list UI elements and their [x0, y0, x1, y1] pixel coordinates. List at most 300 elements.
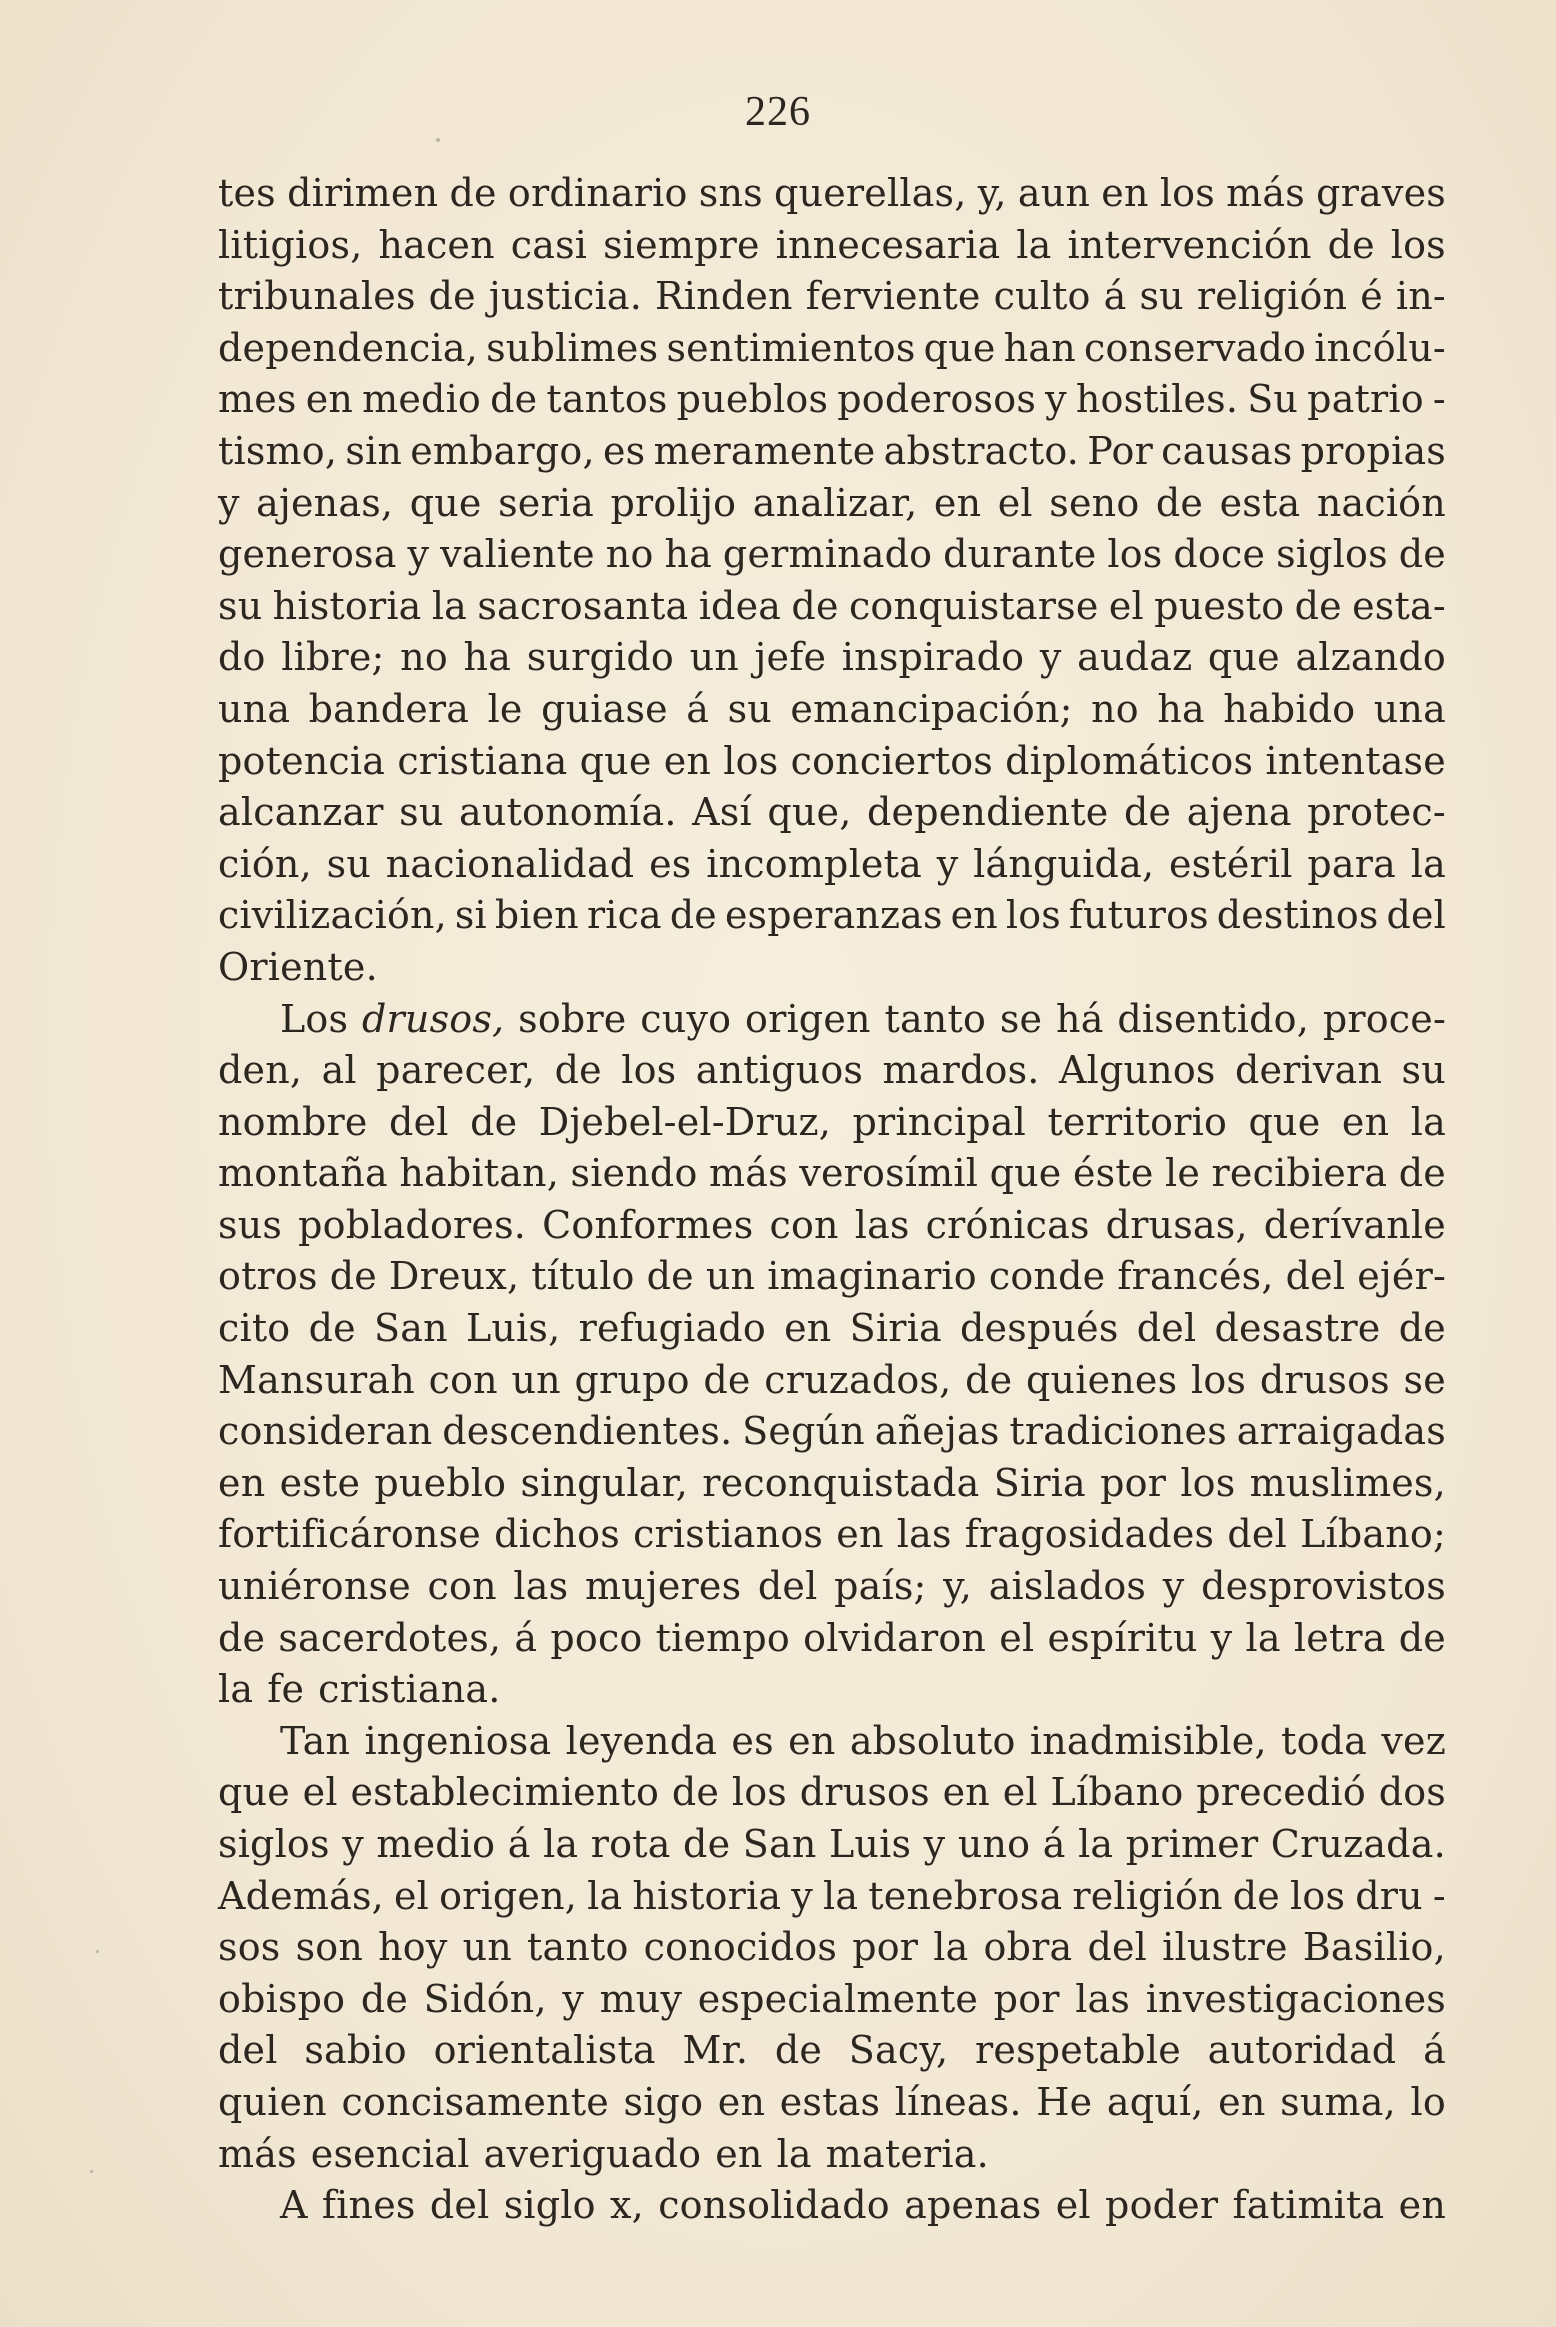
word: á [1103, 274, 1127, 319]
word: mardos. [882, 1048, 1040, 1093]
word: la [1410, 1099, 1446, 1144]
word: meramente [653, 428, 876, 473]
word: que [989, 1151, 1062, 1196]
word: con [769, 1202, 839, 1247]
word: en [1398, 2183, 1446, 2228]
word: idea [698, 583, 782, 628]
word: desprovistos [1201, 1564, 1446, 1609]
word: la [1016, 222, 1052, 267]
word: historia [632, 1873, 782, 1918]
word: á [514, 1615, 538, 1660]
word: con [428, 1357, 498, 1402]
ink-speck [96, 1950, 99, 1953]
word: germinado [722, 532, 933, 577]
word: no [1091, 686, 1139, 731]
word: olvidaron [803, 1615, 987, 1660]
word: si [454, 893, 487, 938]
word: dos [1378, 1770, 1446, 1815]
word: materia. [825, 2131, 989, 2176]
word: prolijo [610, 480, 737, 525]
word: con [427, 1564, 497, 1609]
word: en [933, 480, 982, 525]
text-line [218, 529, 1446, 581]
word: nacionalidad [385, 841, 635, 886]
word: muslimes, [1249, 1460, 1446, 1505]
word: A [280, 2183, 308, 2228]
word: averiguado [483, 2131, 702, 2176]
text-line [218, 478, 1446, 530]
text-line [218, 736, 1446, 788]
word: patrio [1307, 377, 1424, 422]
word: el [1108, 583, 1144, 628]
word: hoy [378, 1925, 448, 1970]
word: la [218, 1667, 254, 1712]
word: lo [1410, 2079, 1446, 2124]
word: es [649, 841, 692, 886]
word: y [923, 1822, 946, 1866]
word: del [1386, 893, 1446, 938]
word: la [1410, 841, 1446, 886]
word: tribunales [218, 274, 416, 319]
text-line [218, 1561, 1446, 1613]
text-line [218, 1045, 1446, 1097]
text-line [218, 839, 1446, 891]
text-line [218, 1974, 1446, 2026]
word: la [543, 1822, 579, 1866]
text-line [218, 684, 1446, 736]
word: el [1002, 1770, 1038, 1815]
word: Líbano [1050, 1770, 1184, 1815]
word: letra [1293, 1615, 1386, 1660]
text-line [218, 1664, 1446, 1716]
word: Siria [993, 1460, 1086, 1505]
word: verosímil [799, 1151, 979, 1196]
word: de [1398, 1306, 1446, 1351]
word: en [218, 1460, 266, 1505]
text-line [218, 1355, 1446, 1407]
word: su [218, 583, 263, 628]
word: primer [1125, 1822, 1259, 1866]
word: autonomía. [459, 790, 677, 835]
word: las [854, 1202, 910, 1247]
ink-speck [90, 2170, 93, 2173]
word: derívanle [1263, 1202, 1446, 1247]
word: emancipación; [790, 686, 1073, 731]
word: en [1218, 2079, 1266, 2124]
word: de [428, 274, 476, 319]
text-line [218, 942, 1446, 994]
word: una [218, 686, 291, 731]
word: ción, [218, 841, 312, 886]
word: leyenda [565, 1718, 718, 1763]
word: litigios, [218, 222, 363, 267]
word: cristiana [397, 738, 568, 783]
word: la [822, 1873, 859, 1918]
word: Basilio, [1302, 1925, 1446, 1970]
word: la [1245, 1615, 1281, 1660]
word: propias [1300, 428, 1446, 473]
word: su [727, 686, 772, 731]
word: drusos [1259, 1357, 1390, 1402]
word: el [999, 1615, 1035, 1660]
word: un [462, 1925, 512, 1970]
word: den, [218, 1048, 303, 1093]
text-line [218, 1458, 1446, 1510]
text-line [218, 994, 1446, 1046]
word: graves [1316, 171, 1446, 215]
word: los [731, 1770, 787, 1815]
word: hacen [378, 222, 495, 267]
word: tanto [527, 1925, 629, 1970]
word: establecimiento [350, 1770, 660, 1815]
word: concisamente [341, 2079, 609, 2124]
word: conciertos [790, 738, 993, 783]
word: parecer, [376, 1048, 536, 1093]
word: del [1136, 1306, 1197, 1351]
word: los [1107, 532, 1163, 577]
word: drusos [799, 1770, 930, 1815]
word: los [1390, 222, 1446, 267]
word: y [1045, 377, 1067, 422]
word: tantos [546, 377, 668, 422]
word: del [429, 2183, 490, 2228]
text-line [218, 1767, 1446, 1819]
word: esperanzas [724, 893, 943, 938]
page-number: 226 [745, 89, 811, 135]
word: incólu- [1314, 325, 1446, 370]
word: de [449, 171, 497, 215]
word: orientalista [433, 2028, 656, 2073]
word: del [757, 1564, 818, 1609]
word: aquí, [1106, 2079, 1204, 2124]
word: crónicas [925, 1202, 1090, 1247]
word: poco [550, 1615, 643, 1660]
word: del [1227, 1512, 1287, 1557]
word: á [686, 686, 710, 731]
word: que [409, 480, 482, 525]
word: la [1078, 1822, 1114, 1866]
word: territorio [1047, 1099, 1228, 1144]
word: tradiciones [1009, 1409, 1227, 1454]
word: un [705, 1254, 756, 1299]
word: los [1290, 1873, 1346, 1918]
word: muy [599, 1976, 683, 2021]
word: de [1155, 480, 1204, 525]
word: historia [272, 583, 422, 628]
text-line [218, 168, 1446, 220]
word: medio [376, 1822, 496, 1866]
word: aislados [988, 1564, 1147, 1609]
word: cruzados, [764, 1357, 952, 1402]
word: conservado [1084, 325, 1307, 370]
word: Luis [829, 1822, 912, 1866]
word: su [1139, 274, 1184, 319]
word: de [1123, 790, 1172, 835]
word: generosa [218, 532, 397, 577]
word: más [1226, 171, 1305, 215]
word: el [997, 480, 1033, 525]
word: especialmente [697, 1976, 979, 2021]
word: pueblos [676, 377, 829, 422]
word: la [587, 1873, 623, 1918]
word: intervención [1067, 222, 1312, 267]
word: ha [1157, 686, 1205, 731]
word: que [1248, 1099, 1321, 1144]
word: Según [742, 1409, 865, 1454]
word: Djebel-el-Druz, [538, 1099, 832, 1144]
word: sobre [518, 996, 627, 1041]
word: por [993, 1976, 1060, 2021]
word: valiente [440, 532, 595, 577]
word: drusas, [1105, 1202, 1248, 1247]
word: que [923, 325, 996, 370]
word: rota [590, 1822, 671, 1866]
word: poderosos [837, 377, 1037, 422]
word: mes [218, 377, 297, 422]
word: de [490, 377, 538, 422]
word: Líbano; [1300, 1512, 1446, 1557]
word: suma, [1280, 2079, 1396, 2124]
word: de [360, 1976, 409, 2021]
word: dirimen [287, 171, 439, 215]
word: de [1327, 222, 1375, 267]
word: fragosidades [964, 1512, 1215, 1557]
word: arraigadas [1236, 1409, 1446, 1454]
word: en [950, 893, 998, 938]
word: se [999, 996, 1043, 1041]
word: un [511, 1357, 561, 1402]
text-line [218, 1613, 1446, 1665]
text-line [218, 1509, 1446, 1561]
word: habitan, [399, 1151, 560, 1196]
word: las [1075, 1976, 1131, 2021]
word: origen, [439, 1873, 578, 1918]
word: singular, [520, 1460, 689, 1505]
text-line [218, 2025, 1446, 2077]
word: este [279, 1460, 361, 1505]
word: ejér- [1357, 1254, 1446, 1299]
word: dichos [494, 1512, 620, 1557]
word: refugiado [578, 1306, 766, 1351]
word: origen [745, 996, 871, 1041]
word: tenebrosa [868, 1873, 1063, 1918]
word: sublimes [486, 325, 659, 370]
word: á [1042, 1822, 1066, 1866]
word: le [487, 686, 523, 731]
word: de [1398, 532, 1446, 577]
word: y, [977, 171, 1007, 215]
word: ajena [1186, 790, 1292, 835]
word: del [1285, 1254, 1346, 1299]
word: bien [494, 893, 579, 938]
word: Además, [218, 1873, 384, 1918]
word: la [933, 1925, 969, 1970]
word: drusos, [362, 996, 505, 1041]
word: Conformes [542, 1202, 754, 1247]
word: autoridad [1207, 2028, 1397, 2073]
word: en [1101, 171, 1149, 215]
word: sentimientos [666, 325, 916, 370]
word: es [731, 1718, 774, 1763]
word: fatimita [1232, 2183, 1385, 2228]
word: Siria [849, 1306, 942, 1351]
word: los [621, 1048, 677, 1093]
body-text [218, 168, 1446, 2232]
text-line [218, 632, 1446, 684]
word: in- [1395, 274, 1446, 319]
word: y [1210, 1615, 1233, 1660]
word: Sidón, [423, 1976, 547, 2021]
word: desastre [1214, 1306, 1381, 1351]
text-line [218, 2077, 1446, 2129]
word: añejas [874, 1409, 1000, 1454]
word: y, [943, 1564, 973, 1609]
word: quien [218, 2079, 327, 2124]
word: su [326, 841, 371, 886]
word: de [1232, 1873, 1280, 1918]
word: líneas. [894, 2079, 1022, 2124]
word: en [788, 1718, 836, 1763]
word: y [791, 1873, 813, 1918]
text-line [218, 1871, 1446, 1923]
word: medio [362, 377, 482, 422]
text-line [218, 2129, 1446, 2181]
word: las [896, 1512, 952, 1557]
word: grupo [574, 1357, 690, 1402]
word: en [717, 2079, 766, 2124]
word: querellas, [774, 171, 967, 215]
word: bandera [308, 686, 470, 731]
word: han [1003, 325, 1076, 370]
word: mujeres [584, 1564, 742, 1609]
word: éste [1072, 1151, 1154, 1196]
word: estas [779, 2079, 881, 2124]
word: y [342, 1822, 364, 1866]
word: fines [321, 2183, 416, 2228]
word: abstracto. [883, 428, 1080, 473]
word: culto [993, 274, 1091, 319]
word: nación [1316, 480, 1446, 525]
word: imaginario [767, 1254, 977, 1299]
word: del [1087, 1925, 1148, 1970]
word: de [470, 1099, 518, 1144]
word: no [605, 532, 654, 577]
word: el [1055, 2183, 1091, 2228]
word: y [1162, 1564, 1185, 1609]
word: el [393, 1873, 430, 1918]
word: que [579, 738, 652, 783]
word: un [689, 635, 739, 680]
word: tes [218, 171, 276, 215]
word: cuyo [640, 996, 732, 1041]
word: proce- [1322, 996, 1446, 1041]
word: fortificáronse [218, 1512, 481, 1557]
word: los [1159, 171, 1215, 215]
word: los [1005, 893, 1061, 938]
word: descendientes. [442, 1409, 733, 1454]
word: sacrosanta [477, 583, 689, 628]
word: justicia. [488, 274, 643, 319]
word: audaz [1077, 635, 1193, 680]
word: vez [1381, 1718, 1446, 1763]
word: y [407, 532, 430, 577]
word: surgido [526, 635, 674, 680]
word: cito [218, 1306, 291, 1351]
word: Oriente. [218, 944, 378, 989]
word: recibiera [1211, 1151, 1388, 1196]
word: más [709, 1151, 788, 1196]
word: y [936, 841, 959, 886]
word: religión [1196, 274, 1348, 319]
word: Luis, [465, 1306, 561, 1351]
word: quienes [1026, 1357, 1178, 1402]
word: casi [510, 222, 588, 267]
word: de [1294, 583, 1342, 628]
word: de [1398, 1151, 1446, 1196]
word: rica [586, 893, 662, 938]
word: conocidos [643, 1925, 838, 1970]
word: lánguida, [973, 841, 1155, 886]
word: nombre [218, 1099, 368, 1144]
word: por [852, 1925, 919, 1970]
word: uno [957, 1822, 1031, 1866]
text-line [218, 581, 1446, 633]
word: poder [1105, 2183, 1219, 2228]
word: y [218, 480, 240, 525]
word: - [1432, 1873, 1446, 1918]
word: siempre [603, 222, 760, 267]
word: cristianos [633, 1512, 824, 1557]
word: por [1100, 1460, 1167, 1505]
word: siglo [503, 2183, 596, 2228]
word: montaña [218, 1151, 388, 1196]
word: consolidado [658, 2183, 890, 2228]
word: de [791, 583, 839, 628]
word: alzando [1295, 635, 1446, 680]
word: tanto [884, 996, 987, 1041]
word: reconquistada [702, 1460, 980, 1505]
word: há [1056, 996, 1104, 1041]
word: sus [218, 1202, 283, 1247]
word: disentido, [1117, 996, 1310, 1041]
word: esencial [310, 2131, 470, 2176]
word: absoluto [849, 1718, 1016, 1763]
word: de [218, 1615, 266, 1660]
word: seria [498, 480, 595, 525]
word: principal [852, 1099, 1026, 1144]
word: diplomáticos [1005, 738, 1254, 783]
text-line [218, 1303, 1446, 1355]
word: x, [610, 2183, 644, 2228]
word: ha [664, 532, 712, 577]
word: civilización, [218, 893, 447, 938]
word: inspirado [841, 635, 1025, 680]
word: no [400, 635, 448, 680]
text-line [218, 1097, 1446, 1149]
text-line [218, 2180, 1446, 2232]
word: sacerdotes, [278, 1615, 502, 1660]
word: los [1191, 1357, 1247, 1402]
text-line [218, 374, 1446, 426]
word: analizar, [752, 480, 918, 525]
word: más [218, 2131, 297, 2176]
word: del [389, 1099, 449, 1144]
word: tismo, [218, 428, 338, 473]
word: tiempo [655, 1615, 791, 1660]
word: en [305, 377, 354, 422]
text-line [218, 1406, 1446, 1458]
word: Así [692, 790, 752, 835]
